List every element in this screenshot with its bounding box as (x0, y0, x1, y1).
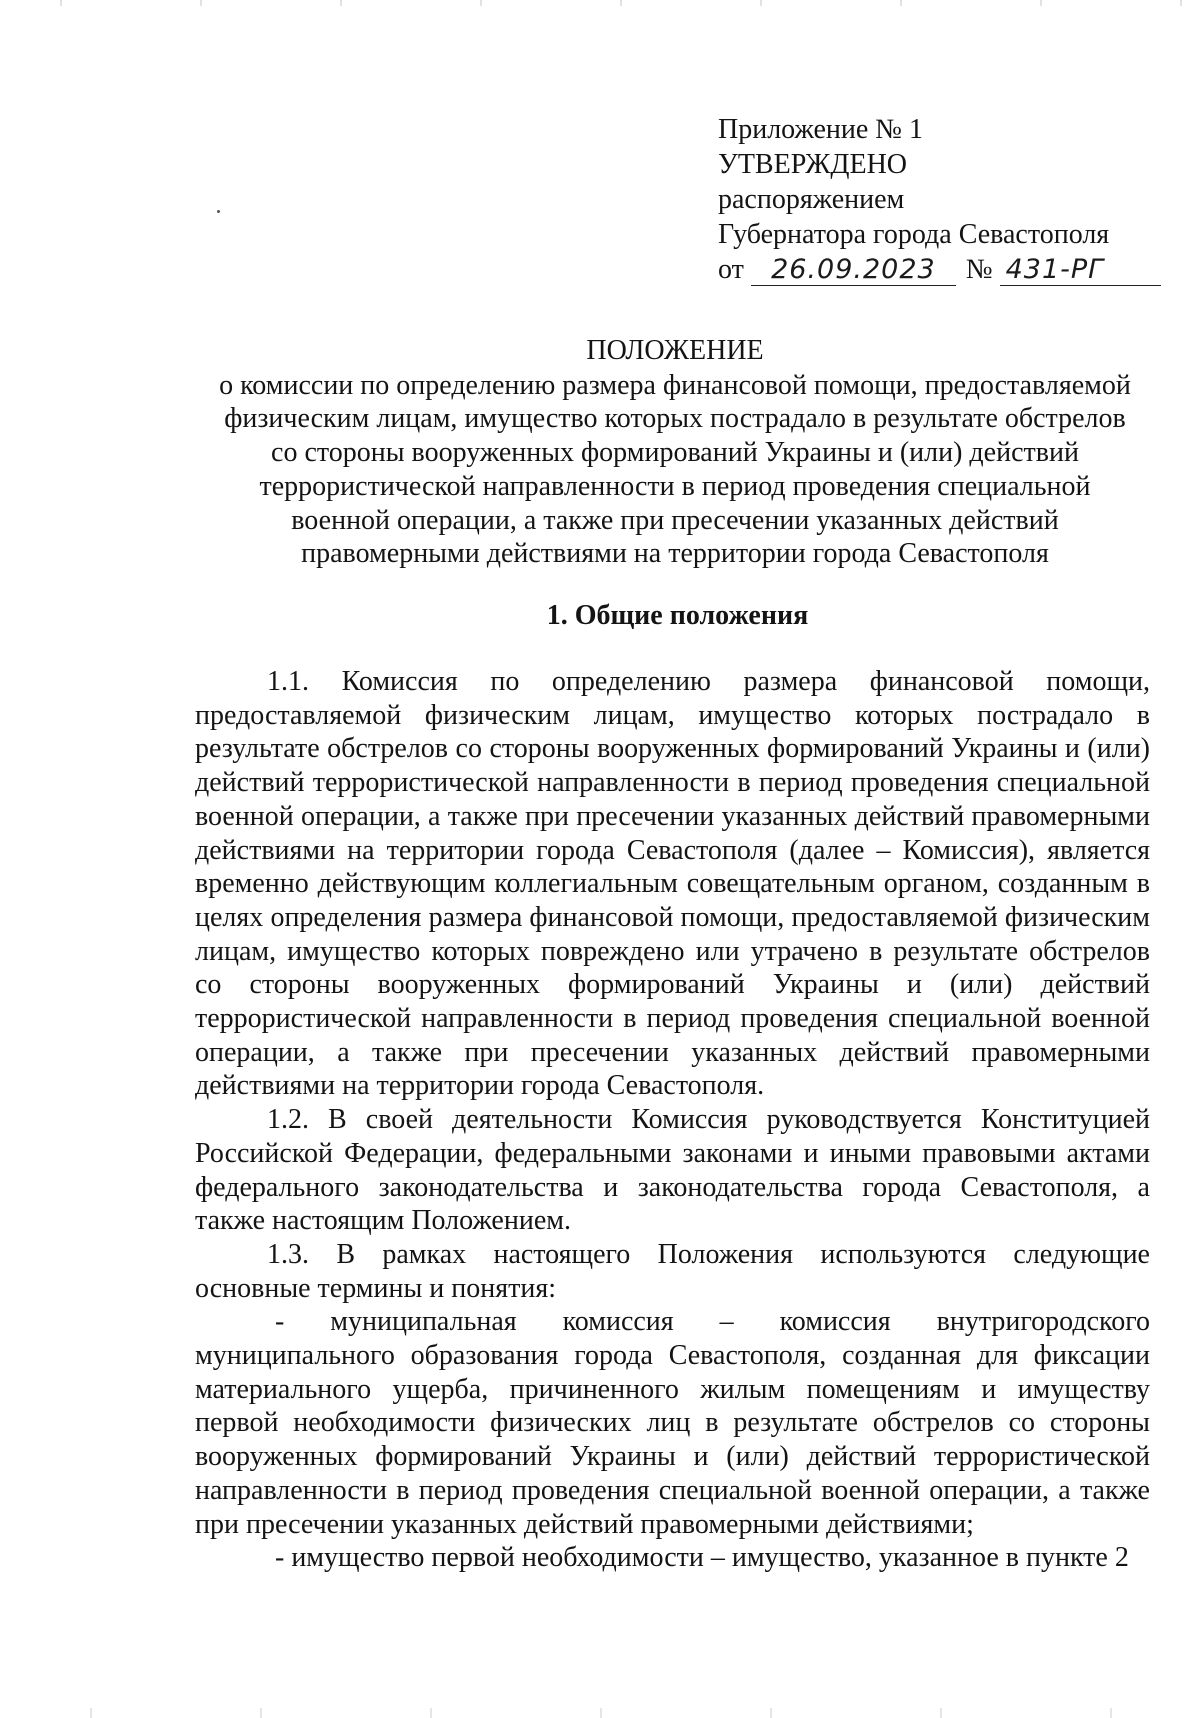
handwritten-order-number: 431-РГ (1000, 255, 1161, 286)
document-title-block (160, 334, 1190, 571)
approval-stamp-block (718, 112, 1158, 287)
paragraph-1-2: 1.2. В своей деятельности Комиссия руководствуется Конституцией Российской Федерации, федеральными законами и иными правовыми актами федерального законодательства и законодательства города Севастополя, а также настоящим Положением. (195, 1104, 1150, 1237)
paragraph-1-3: 1.3. В рамках настоящего Положения используются следующие основные термины и понятия: (195, 1238, 1150, 1304)
paragraph-1-1: 1.1. Комиссия по определению размера финансовой помощи, предоставляемой физическим лицам, имущество которых пострадало в результате обстрелов со стороны вооруженных формирований Украины и (или) действий террористической направленности в период проведения специальной военной операции, а также при пресечении указанных действий правомерными действиями на территории города Севастополя (далее – Комиссия), является временно действующим коллегиальным совещательным органом, созданным в целях определения размера финансовой помощи, предоставляемой физическим лицам, имущество которых повреждено или утрачено в результате обстрелов со стороны вооруженных формирований Украины и (или) действий террористической направленности в период проведения специальной военной операции, а также при пресечении указанных действий правомерными действиями на территории города Севастополя. (195, 666, 1150, 1102)
title-line: со стороны вооруженных формирований Украины и (или) действий (271, 437, 1079, 469)
date-prefix: от (718, 254, 744, 285)
definition-item: - муниципальная комиссия – комиссия внутригородского муниципального образования города Севастополя, созданная для фиксации материального ущерба, причиненного жилым помещениям и имуществу первой необходимости физических лиц в результате обстрелов со стороны вооруженных формирований Украины и (или) действий террористической направленности в период проведения специальной военной операции, а также при пресечении указанных действий правомерными действиями; (195, 1306, 1150, 1540)
scan-speck (217, 210, 220, 213)
document-title: ПОЛОЖЕНИЕ (586, 335, 764, 366)
approved-by-order-label: распоряжением (718, 184, 905, 215)
appendix-number: Приложение № 1 (718, 114, 923, 145)
handwritten-date: 26.09.2023 (751, 255, 956, 286)
title-line: о комиссии по определению размера финансовой помощи, предоставляемой (219, 369, 1131, 401)
title-line: террористической направленности в период проведения специальной (259, 470, 1091, 502)
approved-label: УТВЕРЖДЕНО (718, 149, 908, 180)
order-date-number-line (718, 252, 1158, 287)
definition-item: - имущество первой необходимости – имущество, указанное в пункте 2 (275, 1542, 1129, 1574)
title-line: физическим лицам, имущество которых пострадало в результате обстрелов (224, 403, 1126, 435)
scan-edge-artifact (0, 0, 1200, 6)
title-line: военной операции, а также при пресечении указанных действий (291, 504, 1059, 536)
title-line: правомерными действиями на территории города Севастополя (301, 538, 1049, 570)
number-prefix: № (965, 254, 993, 285)
document-body (195, 665, 1150, 1575)
section-heading: 1. Общие положения (546, 600, 809, 631)
governor-label: Губернатора города Севастополя (718, 219, 1110, 250)
scan-edge-artifact (0, 1708, 1200, 1718)
